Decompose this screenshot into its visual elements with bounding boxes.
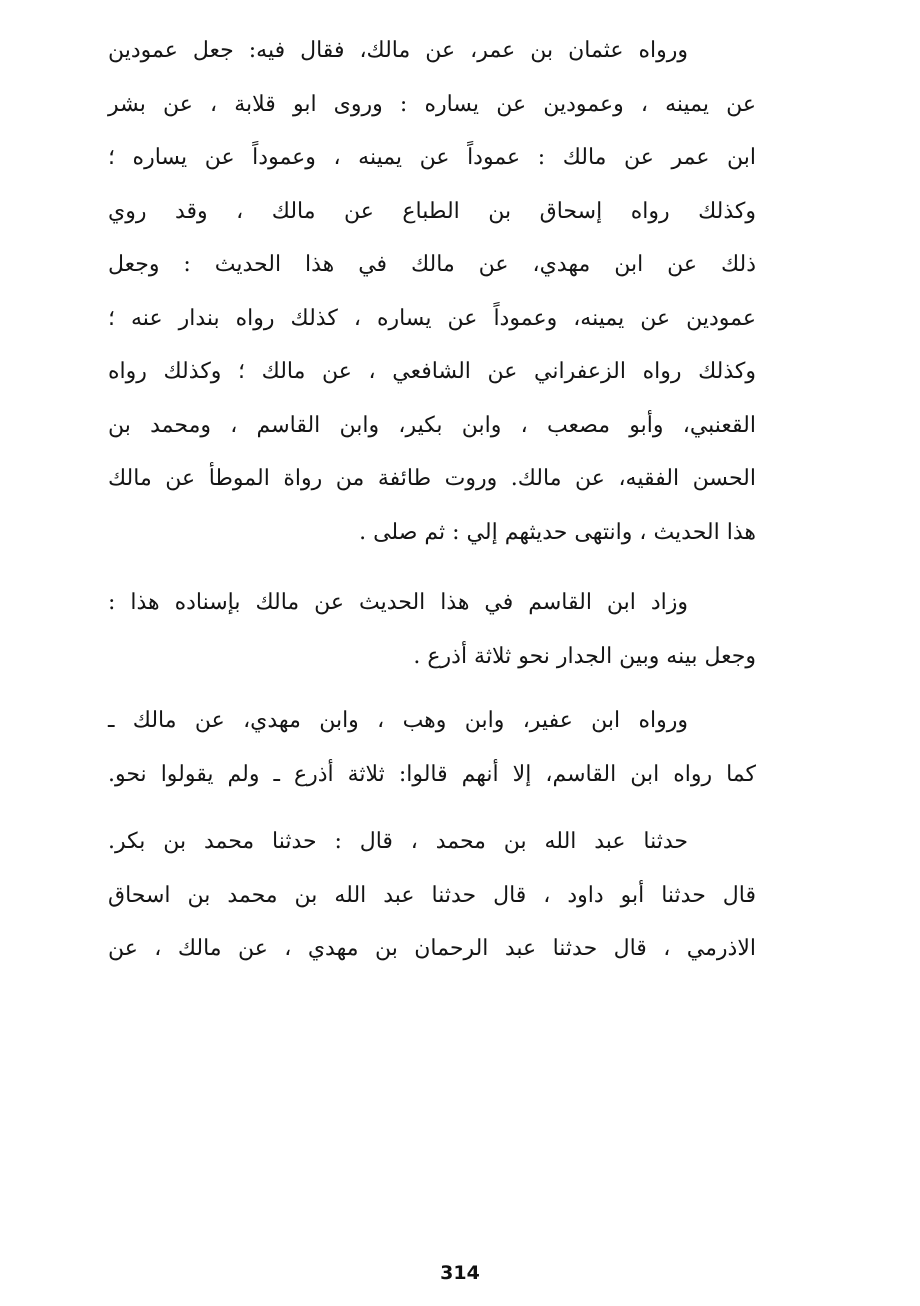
paragraph-1 <box>108 24 756 559</box>
text-line: ابن عمر عن مالك : عموداً عن يمينه ، وعموداً عن يساره ؛ <box>108 145 756 170</box>
text-line: الحسن الفقيه، عن مالك. وروت طائفة من رواة الموطأ عن مالك <box>108 466 756 491</box>
text-line: حدثنا عبد الله بن محمد ، قال : حدثنا محمد بن بكر. <box>108 829 688 854</box>
paragraph-3 <box>108 694 756 801</box>
paragraph-4 <box>108 815 756 976</box>
text-line: ذلك عن ابن مهدي، عن مالك في هذا الحديث : وجعل <box>108 252 756 277</box>
text-line: عمودين عن يمينه، وعموداً عن يساره ، كذلك رواه بندار عنه ؛ <box>108 305 756 331</box>
page-number: 314 <box>440 1262 480 1284</box>
text-line: الاذرمي ، قال حدثنا عبد الرحمان بن مهدي ، عن مالك ، عن <box>108 936 756 961</box>
paragraph-2 <box>108 576 756 683</box>
text-line: وكذلك رواه إسحاق بن الطباع عن مالك ، وقد روي <box>108 198 756 224</box>
text-line: القعنبي، وأبو مصعب ، وابن بكير، وابن القاسم ، ومحمد بن <box>108 412 756 438</box>
text-line: قال حدثنا أبو داود ، قال حدثنا عبد الله بن محمد بن اسحاق <box>108 882 756 908</box>
text-line: هذا الحديث ، وانتهى حديثهم إلي : ثم صلى . <box>359 519 756 545</box>
text-line: وجعل بينه وبين الجدار نحو ثلاثة أذرع . <box>413 643 756 669</box>
text-line: وكذلك رواه الزعفراني عن الشافعي ، عن مالك ؛ وكذلك رواه <box>108 359 756 384</box>
text-line: وزاد ابن القاسم في هذا الحديث عن مالك بإسناده هذا : <box>108 590 688 615</box>
text-line: كما رواه ابن القاسم، إلا أنهم قالوا: ثلاثة أذرع ـ ولم يقولوا نحو. <box>108 761 756 787</box>
text-line: ورواه ابن عفير، وابن وهب ، وابن مهدي، عن مالك ـ <box>108 708 688 733</box>
text-line: عن يمينه ، وعمودين عن يساره : وروى ابو قلابة ، عن بشر <box>108 91 756 117</box>
text-line: ورواه عثمان بن عمر، عن مالك، فقال فيه: جعل عمودين <box>108 38 688 63</box>
